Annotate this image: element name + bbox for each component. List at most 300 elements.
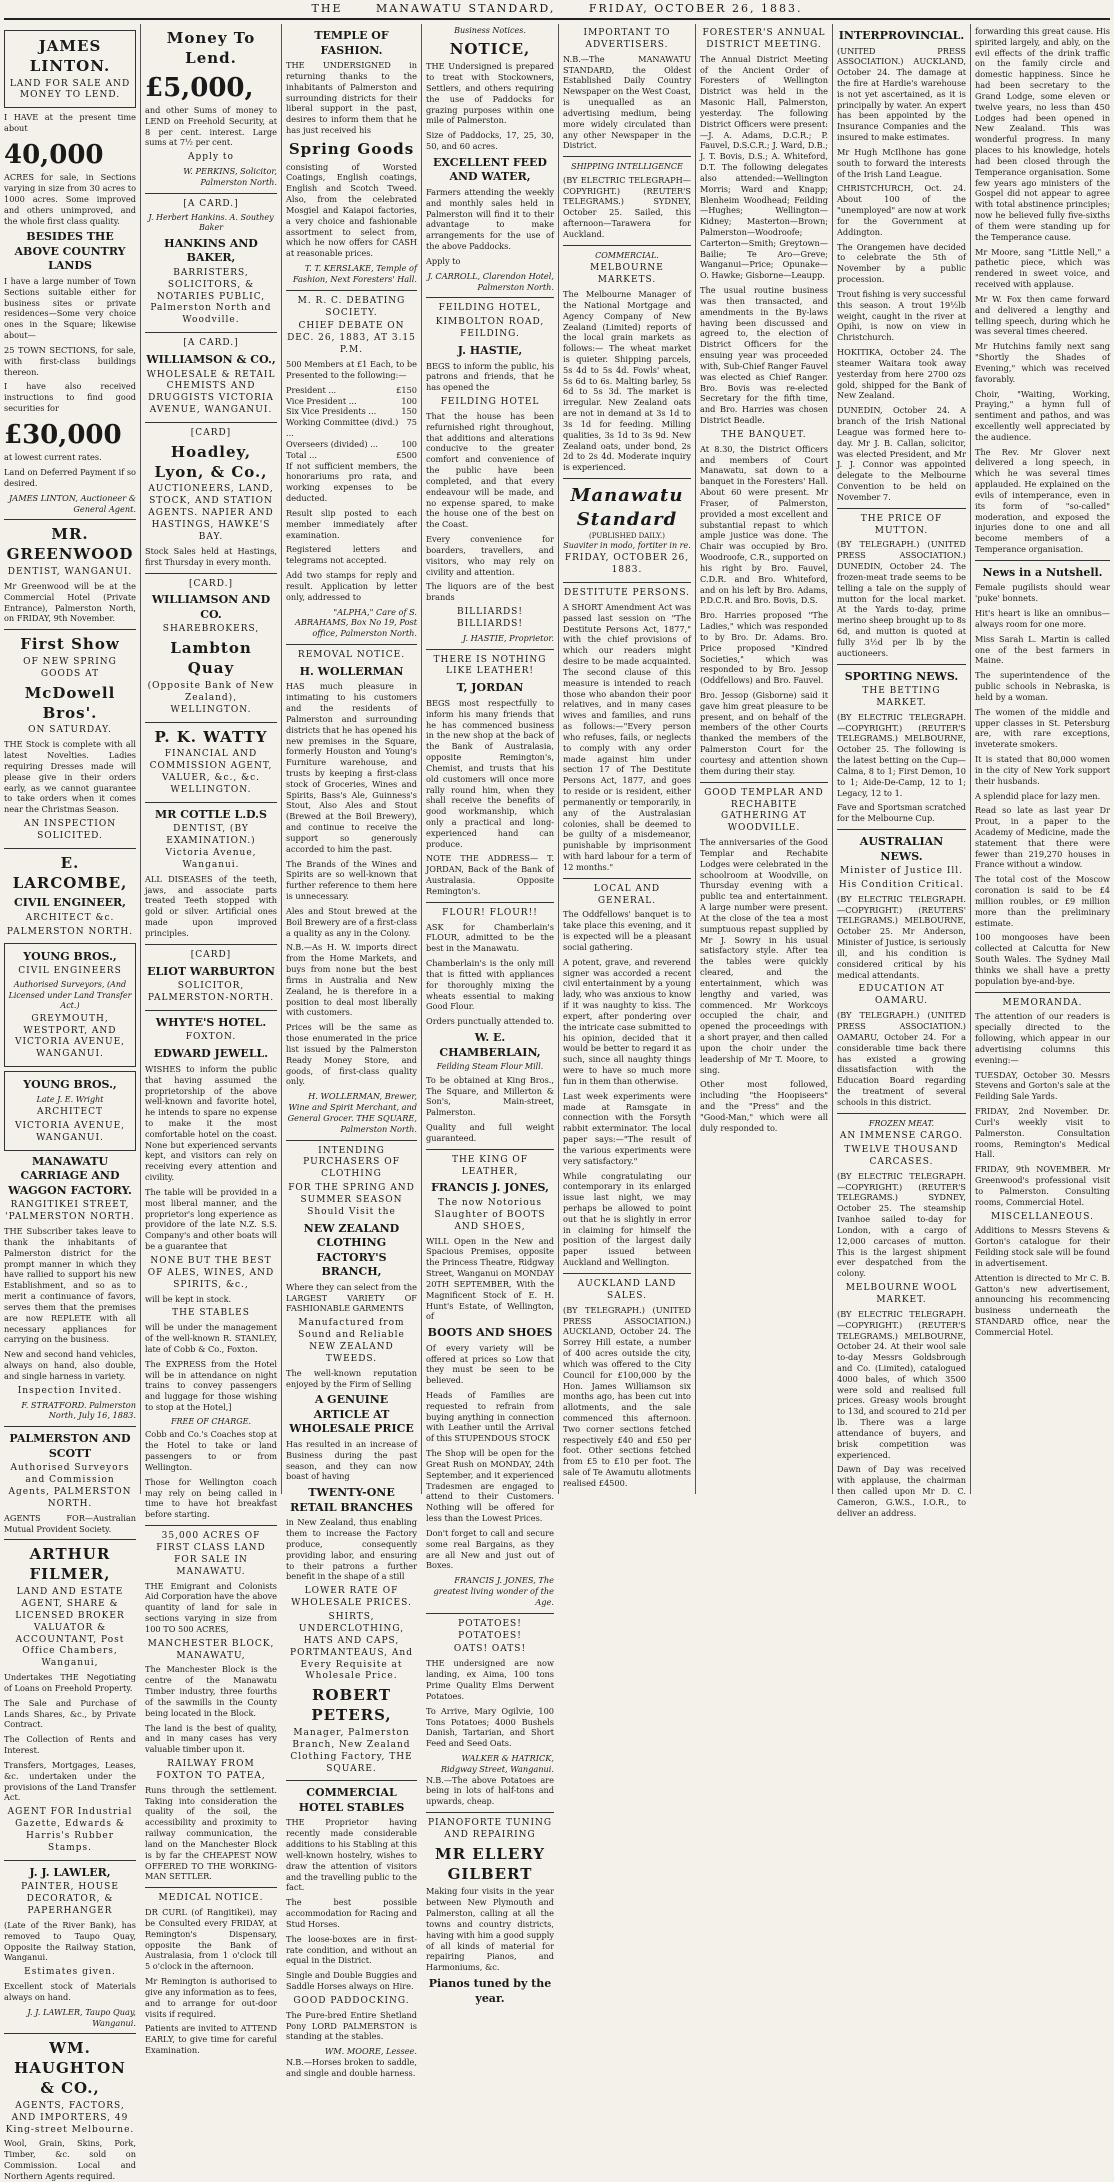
article-text: (BY ELECTRIC TELEGRAPH.—COPYRIGHT.) (REUTER'S TELEGRAMS.) MELBOURNE, October 25. The following is the latest betting on the Cup—Calma, 8 to 1; First Demon, 10 to 1; Aide-De-Camp, 12 to 1; Legacy, 12 to 1.	[837, 711, 966, 798]
ad-subheading: FEILDING HOTEL,	[438, 303, 542, 314]
ad-text: Wool, Grain, Skins, Pork, Timber, &c. sold on Commission. Local and Northern Agents required.	[4, 2138, 136, 2181]
prize-value: 150	[401, 406, 417, 417]
divider	[4, 848, 136, 849]
ad-text: Mr Greenwood will be at the Commercial Hotel (Private Entrance), Palmerston North, on FRIDAY, 9th November.	[4, 580, 136, 624]
ad-signature: WM. MOORE, Lessee.	[324, 2046, 417, 2057]
ad-heading: W. E. CHAMBERLAIN,	[439, 1031, 541, 1059]
column-rule	[281, 24, 282, 1494]
divider	[563, 478, 691, 479]
ad-subheading: GREYMOUTH, WESTPORT, AND VICTORIA AVENUE, WANGANUI.	[14, 1013, 126, 1060]
ad-text: The Sale and Purchase of Lands Shares, &c., by Private Contract.	[4, 1697, 136, 1730]
ad-heading: McDowell Bros'.	[24, 683, 116, 722]
divider	[426, 1149, 554, 1150]
ad-heading: WM. HAUGHTON & CO.,	[14, 2039, 126, 2097]
ad-text: THE Stock is complete with all latest Novelties. Ladies requiring Dresses made will please give in their orders early, as we cannot guarantee to take orders when it comes near the Christmas Season.	[4, 739, 136, 815]
ad-heading: COMMERCIAL HOTEL STABLES	[298, 1786, 405, 1814]
ad-signature: FRANCIS J. JONES, The greatest living wonder of the Age.	[433, 1575, 554, 1607]
ad-text: The Collection of Rents and Interest.	[4, 1734, 136, 1756]
column-rule	[832, 24, 833, 1494]
article-heading: MELBOURNE WOOL MARKET.	[845, 1283, 958, 1305]
card-label: [A CARD.]	[183, 198, 239, 209]
article-text: A potent, grave, and reverend signer was accorded a recent civil entertainment by a young lady, who was anxious to know if it was naughty to kiss. The expert, after pondering over the intricate case submitted to his opinion, decided that it would be better to regard it as such, since all naughty things were to have so much more fun in them than otherwise.	[563, 956, 691, 1086]
divider	[286, 1140, 417, 1141]
ad-signature: WALKER & HATRICK, Ridgway Street, Wanganui.	[440, 1752, 554, 1774]
article-text: (BY ELECTRIC TELEGRAPH.—COPYRIGHT.) (REUTER'S TELEGRAMS.) MELBOURNE, October 24. At their wool sale to-day Messrs Goldsbrough and Co. (Limited), catalogued 4000 bales, of which 3500 were sold and realised full prices. Greasy wools brought to 13d, and scoured to 21d per lb. There was a large attendance of buyers, and brisk competition was experienced.	[837, 1308, 966, 1460]
ad-text: Heads of Families are requested to refrain from buying anything in connection with Leather until the Arrival of this STUPENDOUS STOCK	[426, 1390, 554, 1444]
ad-subheading: CIVIL ENGINEERS	[18, 966, 122, 977]
ad-text: If not sufficient members, the honorariums pro rata, and working expenses to be deducted.	[286, 460, 417, 504]
divider	[563, 245, 691, 246]
ad-signature: J. J. LAWLER, Taupo Quay, Wanganui.	[27, 2006, 136, 2028]
ad-subheading: THERE IS NOTHING LIKE LEATHER!	[433, 654, 547, 677]
article-text: Read so late as last year Dr Prout, in a paper to the Academy of Medicine, made the statement that there were fewer than 219,270 houses in France without a window.	[975, 805, 1110, 870]
ad-heading: TEMPLE OF FASHION.	[314, 29, 389, 57]
column-7	[837, 26, 966, 1518]
ad-text: BEGS most respectfully to inform his many friends that he has commenced business in the new shop at the back of the Bank of Australasia, opposite Remington's, Chemist, and trusts that his old customers will once more rally round him, when they shall receive the benefits of good workmanship, which only a practical and long-experienced hand can produce.	[426, 697, 554, 849]
prize-label: President ...	[286, 384, 337, 395]
divider	[4, 1426, 136, 1427]
column-rule	[558, 24, 559, 1494]
prize-row	[286, 396, 417, 407]
divider	[145, 944, 277, 945]
column-rule	[421, 24, 422, 1494]
ad-text: Ales and Stout brewed at the Boil Brewery are of a first-class a quality as any in the Colony.	[286, 905, 417, 938]
card-label: [CARD.]	[189, 578, 233, 589]
article-text: Other most followed, including "the Hoopiseers" and the "Press" and the "Good-Man," which were all duly responded to.	[700, 1079, 828, 1133]
article-text: DUNEDIN, October 24. A branch of the Irish National League was formed here to-day. Mr J. B. Callan, solicitor, was elected President, and Mr J. J. Connor was appointed delegate to the Melbourne Convention to be held on November 7.	[837, 405, 966, 502]
ad-figure: £30,000	[4, 419, 122, 450]
ad-subheading: Inspection Invited.	[17, 1385, 123, 1396]
prize-label: Overseers (divided) ...	[286, 438, 378, 449]
ad-signature: H. WOLLERMAN, Brewer, Wine and Spirit Merchant, and General Grocer. THE SQUARE, Palmerston North.	[287, 1091, 417, 1134]
ad-figure: 40,000	[4, 140, 104, 170]
ad-subheading: LAND AND ESTATE AGENT, SHARE & LICENSED BROKER VALUATOR & ACCOUNTANT, Post Office Chambers, Wanganui,	[15, 1587, 125, 1669]
article-text: (UNITED PRESS ASSOCIATION.) AUCKLAND, October 24. The damage at the fire at Hardie's warehouse is not yet ascertained, as it is principally by water. An expert has been appointed by the Insurance Companies and the insured to make estimates.	[837, 45, 966, 143]
article-text: Miss Sarah L. Martin is called one of the best farmers in Maine.	[975, 633, 1110, 666]
ad-text: at lowest current rates.	[4, 452, 102, 463]
ad-text: That the house has been refurnished right throughout, that additions and alterations conducive to the greater comfort and convenience of the public have been completed, and that every endeavour will be made, and no expense spared, to make the house one of the best on the Coast.	[426, 410, 554, 530]
ad-text: N.B.—Horses broken to saddle, and single and double harness.	[286, 2057, 417, 2078]
section-heading: MISCELLANEOUS.	[991, 1211, 1094, 1222]
ad-text: I have a large number of Town Sections suitable either for business sites or private residences—Some very choice ones in the Square; likewise about—	[4, 276, 136, 341]
section-label: Business Notices.	[454, 26, 526, 35]
ad-heading: BESIDES THE ABOVE COUNTRY LANDS	[14, 230, 126, 273]
prize-value: £500	[396, 449, 417, 460]
article-text: Mr Hugh McIlhone has gone south to forward the interests of the Irish Land League.	[837, 146, 966, 179]
divider	[4, 629, 136, 630]
article-heading: DESTITUTE PERSONS.	[563, 588, 691, 599]
ad-subheading: RANGITIKEI STREET, 'PALMERSTON NORTH.	[5, 1200, 135, 1223]
article-text: Bro. Jessop (Gisborne) said it gave him great pleasure to be present, and on behalf of the members of the other Courts thanked the members of the Palmerston Court for the courtesy and attention shown them during their stay.	[700, 690, 828, 776]
article-text: (BY ELECTRIC TELEGRAPH.—COPYRIGHT.) (REUTER'S TELEGRAMS.) SYDNEY, October 25. The steamship Ivanhoe sailed to-day for London, with a cargo of 12,000 carcases of mutton. This is the largest shipment ever despatched from the colony.	[837, 1170, 966, 1279]
ad-subheading: MEDICAL NOTICE.	[158, 1893, 264, 1904]
ad-text: WISHES to inform the public that having assumed the proprietorship of the above well-known and favorite hotel, he intends to spare no expense to make it the most comfortable hotel on the coast. None but experienced servants kept, and visitors can rely on receiving every attention and civility.	[145, 1063, 277, 1183]
ad-subheading: FOR THE SPRING AND SUMMER SEASON Should Visit the	[288, 1183, 415, 1217]
ad-subheading: REMOVAL NOTICE.	[297, 649, 406, 660]
ad-text: THE Proprietor having recently made considerable additions to his Stabling at this well-known hostelry, wishes to draw the attention of visitors and the travelling public to the fact.	[286, 1817, 417, 1893]
divider	[145, 722, 277, 723]
article-text: The anniversaries of the Good Templar and Rechabite Lodges were celebrated in the schoolroom at Woodville, on Thursday evening with a public tea and entertainment. A large number were present. At the close of the tea a most sumptuous repast supplied by Mr J. Sowry in his usual satisfactory style. After tea the tables were quickly cleared, and the entertainment, which was lengthy and varied, was commenced. Mr Workcoys occupied the chair, and opened the proceedings with a short prayer, and then called upon the choir under the leadership of Mr T. Moore, to sing.	[700, 837, 828, 1075]
divider	[563, 582, 691, 583]
article-text: The Annual District Meeting of the Ancient Order of Foresters of Wellington District was held in the Masonic Hall, Palmerston, yesterday. The following District Officers were present:—J. A. Adams, D.C.R.; P. Fauvel, D.S.C.R.; J. Ward, D.B.; J. T. Bovis, D.S.; A. Whiteford, D.T. The following delegates also attended:—Wellington Morris; Ward and Knapp; Blenheim Woodhead; Feilding—Hughes; Wellington—Kidney; Masterton—Brown; Palmerston—Woodroofe; Carterton—Smith; Greytown—Bailie; Te Aro—Greve; Wanganui—Price; Opunake—O. Hawke; Gisborne—Leaupp.	[700, 53, 828, 281]
ad-text: Undertakes THE Negotiating of Loans on Freehold Property.	[4, 1672, 136, 1693]
ad-subheading: RAILWAY FROM FOXTON TO PATEA,	[156, 1759, 266, 1781]
ad-subheading: GOOD PADDOCKING.	[293, 1995, 410, 2006]
column-4	[426, 26, 554, 2005]
ad-text: 500 Members at £1 Each, to be Presented to the following:—	[286, 359, 417, 380]
ad-text: Apply to	[426, 255, 461, 266]
ad-text: Patients are invited to ATTEND EARLY, to give time for careful Examination.	[145, 2023, 277, 2056]
ad-signature: W. PERKINS, Solicitor, Palmerston North.	[183, 166, 277, 187]
ad-subheading: THE KING OF LEATHER,	[451, 1154, 529, 1177]
article-text: HOKITIKA, October 24. The steamer Waitara took away yesterday from here 2700 ozs gold, shipped for the Bank of New Zealand.	[837, 347, 966, 401]
ad-text: THE Undersigned is prepared to treat with Stockowners, Settlers, and others requiring the use of Paddocks for grazing purposes within one mile of Palmerston.	[426, 61, 554, 126]
notice-heading: IMPORTANT TO ADVERTISERS.	[583, 28, 671, 50]
ad-heading: MANAWATU CARRIAGE AND WAGGON FACTORY.	[8, 1154, 132, 1197]
page-header	[4, 2, 1110, 20]
prize-label: Total ...	[286, 449, 317, 460]
ad-subheading: Manager, Palmerston Branch, New Zealand Clothing Factory, THE SQUARE.	[290, 1727, 413, 1774]
ad-text: Every convenience for boarders, travellers, and visitors, who may rely on civility and attention.	[426, 534, 554, 577]
divider	[975, 992, 1110, 993]
article-text: The usual routine business was then transacted, and amendments in the By-laws having been discussed and agreed to, the election of District Officers for the ensuing year was proceeded with, Sub-Chief Ranger Fauvel was elected as Chief Ranger. Bro. Bovis was re-elected Secretary for the fifth time, and Bro. Harries was chosen District Beadle.	[700, 285, 828, 426]
article-text: The Orangemen have decided to celebrate the 5th of November by a public procession.	[837, 241, 966, 285]
divider	[286, 1780, 417, 1781]
column-5	[563, 26, 691, 1494]
ad-text: N.B.—As H. W. imports direct from the Home Markets, and buys from none but the best firms in Australia and New Zealand, he is therefore in a position to deal most liberally with customers.	[286, 942, 417, 1018]
ad-subheading: Manufactured from Sound and Reliable NEW ZEALAND TWEEDS.	[298, 1318, 405, 1364]
ad-subheading: Feilding Steam Flour Mill.	[436, 1062, 544, 1072]
ad-heading: ROBERT PETERS,	[311, 1686, 392, 1725]
ad-heading: EDWARD JEWELL.	[153, 1047, 269, 1061]
ad-subheading: MANCHESTER BLOCK, MANAWATU,	[147, 1638, 275, 1661]
ad-text: Single and Double Buggies and Saddle Horses always on Hire.	[286, 1970, 417, 1992]
ad-heading: Spring Goods	[288, 139, 415, 158]
ad-heading: MR ELLERY GILBERT	[435, 1844, 545, 1883]
article-text: Dawn of Day was received with applause, the chairman then called upon Mr D. C. Cameron, G.W.S., I.O.R., to deliver an address.	[837, 1464, 966, 1518]
ad-heading: T, JORDAN	[456, 681, 524, 695]
ad-text: Those for Wellington coach may rely on being called in time to have hot breakfast before starting.	[145, 1476, 277, 1520]
divider	[563, 156, 691, 157]
ad-subheading: ARCHITECT	[36, 1107, 104, 1118]
header-title: MANAWATU STANDARD,	[376, 2, 556, 15]
ad-text: Prices will be the same as those enumerated in the price list issued by the Palmerston Ready Money Store, and goods, of first-class quality only.	[286, 1022, 417, 1087]
column-1	[4, 26, 136, 2181]
prize-value: 75	[406, 417, 417, 428]
ad-subheading: VICTORIA AVENUE, WANGANUI.	[14, 1121, 126, 1143]
ad-heading: TWENTY-ONE RETAIL BRANCHES	[290, 1486, 413, 1514]
ad-subheading: ARCHITECT &c.	[25, 912, 115, 923]
ad-text: Where they can select from the LARGEST VARIETY OF FASHIONABLE GARMENTS	[286, 1281, 417, 1314]
article-text: The attention of our readers is specially directed to the following, which appear in our advertising columns this evening:—	[975, 1011, 1110, 1065]
ad-heading: PALMERSTON AND SCOTT	[9, 1432, 131, 1460]
ad-text: Cobb and Co.'s Coaches stop at the Hotel to take or land passengers to or from Wellington.	[145, 1429, 277, 1472]
ad-heading: J. J. LAWLER,	[29, 1865, 111, 1879]
ad-subheading: ON SATURDAY.	[28, 725, 112, 736]
divider	[837, 829, 966, 830]
article-heading: Minister of Justice Ill.	[839, 866, 964, 877]
article-heading: EDUCATION AT OAMARU.	[858, 984, 945, 1007]
ad-subheading: SHAREBROKERS,	[162, 624, 260, 635]
ad-subheading: AUCTIONEERS, LAND, STOCK, AND STATION AGENTS. NAPIER AND HASTINGS, HAWKE'S BAY.	[148, 484, 274, 542]
divider	[4, 519, 136, 520]
article-heading: TWELVE THOUSAND CARCASES.	[844, 1145, 959, 1167]
article-text: Trout fishing is very successful this season. A trout 19½lb weight, caught in the river at Opihi, is now on view in Christchurch.	[837, 288, 966, 343]
ad-text: The liquors are of the best brands	[426, 581, 554, 603]
column-rule	[970, 24, 971, 1494]
ad-heading: Lambton Quay	[170, 639, 252, 678]
ad-subheading: THE STABLES	[172, 1308, 250, 1319]
article-heading: THE PRICE OF MUTTON.	[860, 513, 943, 536]
ad-heading: JAMES LINTON.	[29, 37, 111, 75]
ad-subheading: SHIRTS, UNDERCLOTHING, HATS AND CAPS, PORTMANTEAUS, And Every Requisite at Wholesale Price.	[290, 1612, 413, 1682]
ad-subheading: SOLICITOR, PALMERSTON-NORTH.	[147, 981, 275, 1004]
card-label: [CARD]	[190, 428, 232, 439]
ad-heading: FRANCIS J. JONES,	[431, 1181, 549, 1195]
ad-text: THE Emigrant and Colonists Aid Corporation have the above quantity of land for sale in sections varying in size from 100 TO 500 ACRES,	[145, 1580, 277, 1634]
ad-text: Mr Remington is authorised to give any information as to fees, and to arrange for out-door visits if required.	[145, 1976, 277, 2019]
ad-text: AGENTS FOR—Australian Mutual Provident Society.	[4, 1512, 136, 1534]
ad-subheading: OF NEW SPRING GOODS AT	[23, 656, 117, 679]
ad-text: Size of Paddocks, 17, 25, 30, 50, and 60 acres.	[426, 130, 554, 152]
divider	[975, 560, 1110, 561]
article-text: Fave and Sportsman scratched for the Melbourne Cup.	[837, 802, 966, 824]
divider	[145, 193, 277, 194]
ad-subheading: KIMBOLTON ROAD, FEILDING.	[435, 317, 545, 340]
divider	[4, 1860, 136, 1861]
ad-subheading: 35,000 ACRES OF FIRST CLASS LAND FOR SALE IN MANAWATU.	[156, 1531, 266, 1577]
ad-text: The well-known reputation enjoyed by the Firm of Selling	[286, 1367, 417, 1389]
ad-text: Chamberlain's is the only mill that is fitted with appliances for thoroughly mixing the wheats essential to making Good Flour.	[426, 958, 554, 1012]
prize-row	[286, 385, 417, 396]
ad-text: To Arrive, Mary Ogilvie, 100 Tons Potatoes; 4000 Bushels Danish, Tartarian, and Short Feed and Seed Oats.	[426, 1705, 554, 1749]
column-6	[700, 26, 828, 1494]
ad-heading: A GENUINE ARTICLE AT WHOLESALE PRICE	[289, 1393, 414, 1436]
section-heading: COMMERCIAL.	[595, 250, 659, 260]
column-3	[286, 26, 417, 2078]
card-label: [A CARD.]	[183, 338, 239, 349]
prize-row	[286, 417, 417, 439]
ad-heading: EXCELLENT FEED AND WATER,	[433, 155, 547, 184]
ad-subheading: FREE OF CHARGE.	[170, 1416, 252, 1426]
ad-subheading: FOXTON.	[185, 1032, 237, 1043]
article-heading: AUCKLAND LAND SALES.	[577, 1278, 677, 1301]
section-heading: INTERPROVINCIAL.	[838, 29, 965, 42]
ad-text: in New Zealand, thus enabling them to increase the Factory produce, consequently providing labor, and ensuring to their patrons a further benefit in the shape of a still	[286, 1517, 417, 1582]
prize-row	[286, 406, 417, 417]
ad-subheading: NONE BUT THE BEST OF ALES, WINES, AND SPIRITS, &c.,	[147, 1255, 275, 1290]
ad-text: New and second hand vehicles, always on hand, also double, and single harness in variety.	[4, 1349, 136, 1381]
divider	[286, 290, 417, 291]
divider	[426, 902, 554, 903]
ad-text: DR CURL (of Rangitikei), may be Consulted every FRIDAY, at Remington's Dispensary, opposite the Bank of Australasia, from 1 o'clock till 5 o'clock in the afternoon.	[145, 1907, 277, 1972]
article-text: FRIDAY, 2nd November. Dr. Curl's weekly visit to Palmerston. Consultation rooms, Remington's Medical Hall.	[975, 1106, 1110, 1160]
ad-text: Don't forget to call and secure some real Bargains, as they are all New and just out of Boxes.	[426, 1527, 554, 1571]
ad-text: The loose-boxes are in first-rate condition, and without an equal in the District.	[286, 1933, 417, 1966]
ad-text: Quality and full weight guaranteed.	[426, 1122, 554, 1143]
ad-subheading: FEILDING HOTEL	[440, 397, 540, 408]
divider	[145, 1887, 277, 1888]
article-text: Last week experiments were made at Ramsgate in connection with the Forsyth rabbit exterminator. The local paper says:—"The result of the various experiments were very satisfactory."	[563, 1090, 691, 1166]
prize-list	[286, 385, 417, 461]
ad-text: N.B.—The above Potatoes are being in lots of half-tons and upwards, cheap.	[426, 1774, 554, 1807]
article-text: CHRISTCHURCH, Oct. 24. About 100 of the "unemployed" are now at work for the Government at Addington.	[837, 183, 966, 237]
ad-text: THE Subscriber takes leave to thank the inhabitants of Palmerston district for the prompt manner in which they have rallied to support his new Establishment, and so as to merit a continuance of favors, serves them that the premises are now REPLETE with all necessary appliances for carrying on the business.	[4, 1226, 136, 1345]
article-heading: GOOD TEMPLAR AND RECHABITE GATHERING AT WOODVILLE.	[704, 787, 824, 834]
ad-text: The Pure-bred Entire Shetland Pony LORD PALMERSTON is standing at the stables.	[286, 2009, 417, 2042]
ad-heading: P. K. WATTY	[154, 727, 268, 746]
prize-row	[286, 450, 417, 461]
ad-subheading: (Opposite Bank of New Zealand), WELLINGTON.	[147, 680, 275, 715]
divider	[4, 1539, 136, 1540]
ad-subheading: AGENTS, FACTORS, AND IMPORTERS, 49 King-street Melbourne.	[5, 2100, 135, 2135]
article-text: Mr W. Fox then came forward and delivered a lengthy and telling speech, during which he was several times cheered.	[975, 293, 1110, 337]
ad-heading: NOTICE,	[449, 39, 531, 58]
article-heading: THE BETTING MARKET.	[862, 686, 941, 708]
divider	[4, 2033, 136, 2034]
ad-heading: ARTHUR FILMER,	[29, 1545, 111, 1584]
ad-text: will be kept in stock.	[145, 1293, 232, 1304]
divider	[700, 782, 828, 783]
divider	[563, 1273, 691, 1274]
ad-heading: E. LARCOMBE,	[12, 853, 128, 892]
ad-heading: Pianos tuned by the year.	[428, 1977, 552, 2005]
ad-subheading: BARRISTERS, SOLICITORS, & NOTARIES PUBLIC, Palmerston North and Woodville.	[150, 267, 272, 326]
ad-text: To be obtained at King Bros., The Square, and Millerton & Son's, Main-street, Palmerston.	[426, 1074, 554, 1118]
ad-text: consisting of Worsted Coatings, English coatings, English and Scotch Tweed. Also, from the celebrated Mosgiel and Kaiapoi factories, a very choice and fashionable assortment to select from, which he now offers for CASH at reasonable prices.	[286, 161, 417, 259]
ad-subheading: FINANCIAL AND COMMISSION AGENT, VALUER, &c., &c. WELLINGTON.	[149, 749, 273, 795]
ad-heading: H. WOLLERMAN	[299, 664, 404, 678]
ad-subheading: CHIEF DEBATE ON DEC. 26, 1883, AT 3.15 P.M.	[287, 321, 416, 356]
ad-heading: WILLIAMSON AND CO.	[151, 593, 271, 621]
ad-text: Registered letters and telegrams not accepted.	[286, 544, 417, 566]
prize-row	[286, 439, 417, 450]
article-text: forwarding this great cause. His spirited largely, and ably, on the evil effects of the drink traffic on the family circle and domestic happiness. Since he had been secretary to the Grand Lodge, some eleven or twelve years, no less than 450 Lodges had been opened in New Zealand. This was wonderful progress. In many places to his knowledge, hotels had been closed through the Temperance organisation. Some few years ago ministers of the Gospel did not appear to agree with total abstinence principles; now he believed fully five-sixths of them were standing up for the Temperance cause.	[975, 26, 1110, 242]
ad-text: 25 TOWN SECTIONS, for sale, with first-class buildings thereon.	[4, 344, 136, 377]
ad-figure: £5,000,	[145, 72, 254, 103]
ad-text: NOTE THE ADDRESS— T. JORDAN, Back of the Bank of Australasia. Opposite Remington's.	[426, 853, 554, 896]
divider	[426, 649, 554, 650]
article-text: (BY TELEGRAPH.) (UNITED PRESS ASSOCIATION.) AUCKLAND, October 24. The Sorrey Hill estate, a number of 400 acres outside the city, which was offered to the City Council for £100,000 by the Hon. James Williamson six months ago, has been cut into allotments, and the sale commenced this afternoon. Two corner sections fetched respectively £40 and £50 per foot. Other sections fetched from £5 to £10 per foot. The sale of Te Awamutu allotments realised £4500.	[563, 1304, 691, 1488]
ad-heading: BOOTS AND SHOES	[427, 1326, 553, 1340]
ad-text: THE undersigned are now landing, ex Aima, 100 tons Prime Quality Elms Derwent Potatoes.	[426, 1658, 554, 1701]
section-heading: SPORTING NEWS.	[844, 669, 959, 683]
article-heading: FROZEN MEAT.	[868, 1118, 935, 1128]
ad-text: I HAVE at the present time about	[4, 112, 136, 134]
ad-text: I have also received instructions to find good securities for	[4, 381, 136, 414]
article-text: Choir, "Waiting, Working, Praying," a hymn full of sentiment and pathos, and was excellently well appreciated by the audience.	[975, 388, 1110, 442]
ad-subheading: FLOUR! FLOUR!!	[442, 907, 538, 918]
article-text: It is stated that 80,000 women in the city of New York support their husbands.	[975, 754, 1110, 786]
ad-text: Excellent stock of Materials always on hand.	[4, 1981, 136, 2002]
ad-text: Of every variety will be offered at prices so Low that they must be seen to be believed.	[426, 1342, 554, 1386]
card-label: [CARD]	[190, 949, 232, 960]
ad-signature: T. T. KERSLAKE, Temple of Fashion, Next Foresters' Hall.	[292, 263, 417, 284]
ad-signature: F. STRATFORD. Palmerston North, July 16, 1883.	[21, 1399, 136, 1421]
ad-signature: J. CARROLL, Clarendon Hotel, Palmerston North.	[427, 270, 554, 292]
nameplate-motto: Suaviter in modo, fortiter in re.	[563, 540, 691, 550]
ad-text: Farmers attending the weekly and monthly sales held in Palmerston will find it to their advantage to make arrangements for the use of the above Paddocks.	[426, 187, 554, 252]
divider	[563, 878, 691, 879]
article-heading: His Condition Critical.	[838, 879, 965, 890]
article-text: At 8.30, the District Officers and members of Court Manawatu, sat down to a banquet in the Foresters' Hall. About 60 were present. Mr Fraser, of Palmerston, provided a most excellent and substantial repast to which ample justice was done. The Chair was occupied by Bro. Woodroofe, C.R., supported on his right by Bro. Fauvel, C.D.R. and Bro. Whiteford, and on his left by Bro. Adams, P.D.C.R. and Bro. Bovis, D.S.	[700, 443, 828, 606]
ad-text: Land on Deferred Payment if so desired.	[4, 467, 136, 488]
ad-text: The land is the best of quality, and in many cases has very valuable timber upon it.	[145, 1722, 277, 1755]
nameplate-subtitle: (PUBLISHED DAILY.)	[589, 531, 665, 540]
ad-text: BEGS to inform the public, his patrons and friends, that he has opened the	[426, 360, 554, 393]
ad-heading: Hoadley, Lyon, & Co.,	[154, 442, 268, 481]
ad-subheading: INTENDING PURCHASERS OF CLOTHING	[303, 1145, 400, 1180]
article-text: The women of the middle and upper classes in St. Petersburg are, with rare exceptions, inveterate smokers.	[975, 706, 1110, 750]
ad-text: ACRES for sale, in Sections varying in size from 30 acres to 1000 acres. Some improved and others unimproved, and the whole first class quality.	[4, 172, 136, 226]
article-text: While congratulating our contemporary in its enlarged issue last night, we may perhaps be allowed to point out that he is slightly in error in claiming for himself the position of the largest daily paper issued between Auckland and Wellington.	[563, 1170, 691, 1268]
divider	[286, 644, 417, 645]
ad-text: Making four visits in the year between New Plymouth and Palmerston, calling at all the towns and country districts, having with him a good supply of all kinds of material for repairing Pianos, and Harmoniums, &c.	[426, 1886, 554, 1973]
article-text: The superintendence of the public schools in Nebraska, is held by a woman.	[975, 670, 1110, 702]
ad-subheading: PIANOFORTE TUNING AND REPAIRING	[427, 1818, 553, 1840]
ad-heading: CIVIL ENGINEER,	[14, 896, 126, 910]
prize-value: 100	[401, 395, 417, 406]
divider	[145, 422, 277, 423]
divider	[426, 1812, 554, 1813]
ad-heading: J. HASTIE,	[457, 344, 523, 358]
divider	[837, 664, 966, 665]
prize-label: Vice President ...	[286, 395, 357, 406]
ad-heading: MR. GREENWOOD	[6, 525, 134, 564]
prize-label: Six Vice Presidents ...	[286, 406, 377, 417]
article-text: Mr Hutchins family next sang "Shortly the Shades of Evening," which was received favorably.	[975, 341, 1110, 384]
ad-subheading: J. Herbert Hankins. A. Southey Baker	[148, 212, 274, 233]
article-text: (BY ELECTRIC TELEGRAPH—COPYRIGHT.) (REUTER'S TELEGRAMS.) SYDNEY, October 25. Sailed, this afternoon—Tarawera for Auckland.	[563, 174, 691, 239]
ad-signature: J. HASTIE, Proprietor.	[462, 632, 554, 643]
ad-text: The Manchester Block is the centre of the Manawatu Timber industry, three fourths of the sawmills in the County being located in the Block.	[145, 1664, 277, 1718]
ad-heading: ELIOT WARBURTON	[147, 964, 275, 978]
ad-heading: First Show	[20, 635, 120, 654]
ad-text: The best possible accommodation for Racing and Stud Horses.	[286, 1897, 417, 1929]
article-heading: FORESTER'S ANNUAL DISTRICT MEETING.	[702, 28, 826, 50]
ad-subheading: PAINTER, HOUSE DECORATOR, & PAPERHANGER	[21, 1882, 119, 1917]
ad-subheading: PALMERSTON NORTH.	[6, 926, 134, 937]
newspaper-nameplate: Manawatu Standard	[570, 485, 684, 530]
ad-text: HAS much pleasure in intimating to his customers and the residents of Palmerston and surrounding districts that he has opened his new premises in the Square, formerly Houston and Young's Furniture warehouse, and trusts by keeping a first-class stock of Groceries, Wines and Spirits, Bass's Ale, Guinness's Stout, Also Ales and Stout (Brewed at the Boil Brewery), and continue to receive the support so generously accorded to him the past.	[286, 681, 417, 854]
article-text: Mr Moore, sang "Little Nell," a pathetic piece, which was rendered in sweet voice, and received with applause.	[975, 246, 1110, 290]
ad-heading: MR COTTLE L.D.S	[155, 807, 267, 821]
article-heading: AN IMMENSE CARGO.	[839, 1131, 964, 1142]
ad-text: THE UNDERSIGNED in returning thanks to the inhabitants of Palmerston and surrounding districts for their liberal support in the past, desires to inform them that he has just received his	[286, 60, 417, 135]
section-heading: MEMORANDA.	[1002, 997, 1083, 1008]
ad-subheading: AGENT FOR Industrial Gazette, Edwards & Harris's Rubber Stamps.	[7, 1807, 133, 1853]
prize-value: £150	[396, 384, 417, 395]
article-text: Bro. Harries proposed "The Ladies," which was responded to by Bro. Dr. Adams. Bro. Price proposed "Kindred Societies," which was responded to by Bro. Jessop (Oddfellows) and Bro. Fauvel.	[700, 610, 828, 686]
divider	[145, 573, 277, 574]
ad-text: Result slip posted to each member immediately after examination.	[286, 507, 417, 540]
section-heading: LOCAL AND GENERAL.	[593, 883, 661, 906]
divider	[145, 1010, 277, 1011]
article-text: The total cost of the Moscow coronation is said to be £4 million roubles, or £9 million more than the preliminary estimate.	[975, 874, 1110, 928]
ad-heading: YOUNG BROS.,	[23, 1078, 117, 1092]
ad-text: Runs through the settlement. Taking into consideration the quality of the soil, the accessibility and proximity to railway communication, the land on the Manchester Block is by far the CHEAPEST NOW OFFERED TO THE WORKING-MAN SETTLER.	[145, 1784, 277, 1882]
divider	[145, 802, 277, 803]
ad-text: Stock Sales held at Hastings, first Thursday in every month.	[145, 545, 277, 567]
column-2	[145, 26, 277, 2056]
article-text: Hit's heart is like an omnibus—always room for one more.	[975, 608, 1110, 629]
article-text: TUESDAY, October 30. Messrs Stevens and Gorton's sale at the Feilding Sale Yards.	[975, 1069, 1110, 1102]
ad-subheading: Authorised Surveyors and Commission Agents, PALMERSTON NORTH.	[8, 1463, 132, 1509]
ad-subheading: WHOLESALE & RETAIL CHEMISTS AND DRUGGISTS VICTORIA AVENUE, WANGANUI.	[146, 369, 276, 416]
ad-text: ALL DISEASES of the teeth, jaws, and associate parts treated Teeth stopped with gold or silver. Artificial ones made upon improved principles.	[145, 873, 277, 938]
ad-subheading: AN INSPECTION SOLICITED.	[23, 818, 117, 841]
divider	[145, 332, 277, 333]
